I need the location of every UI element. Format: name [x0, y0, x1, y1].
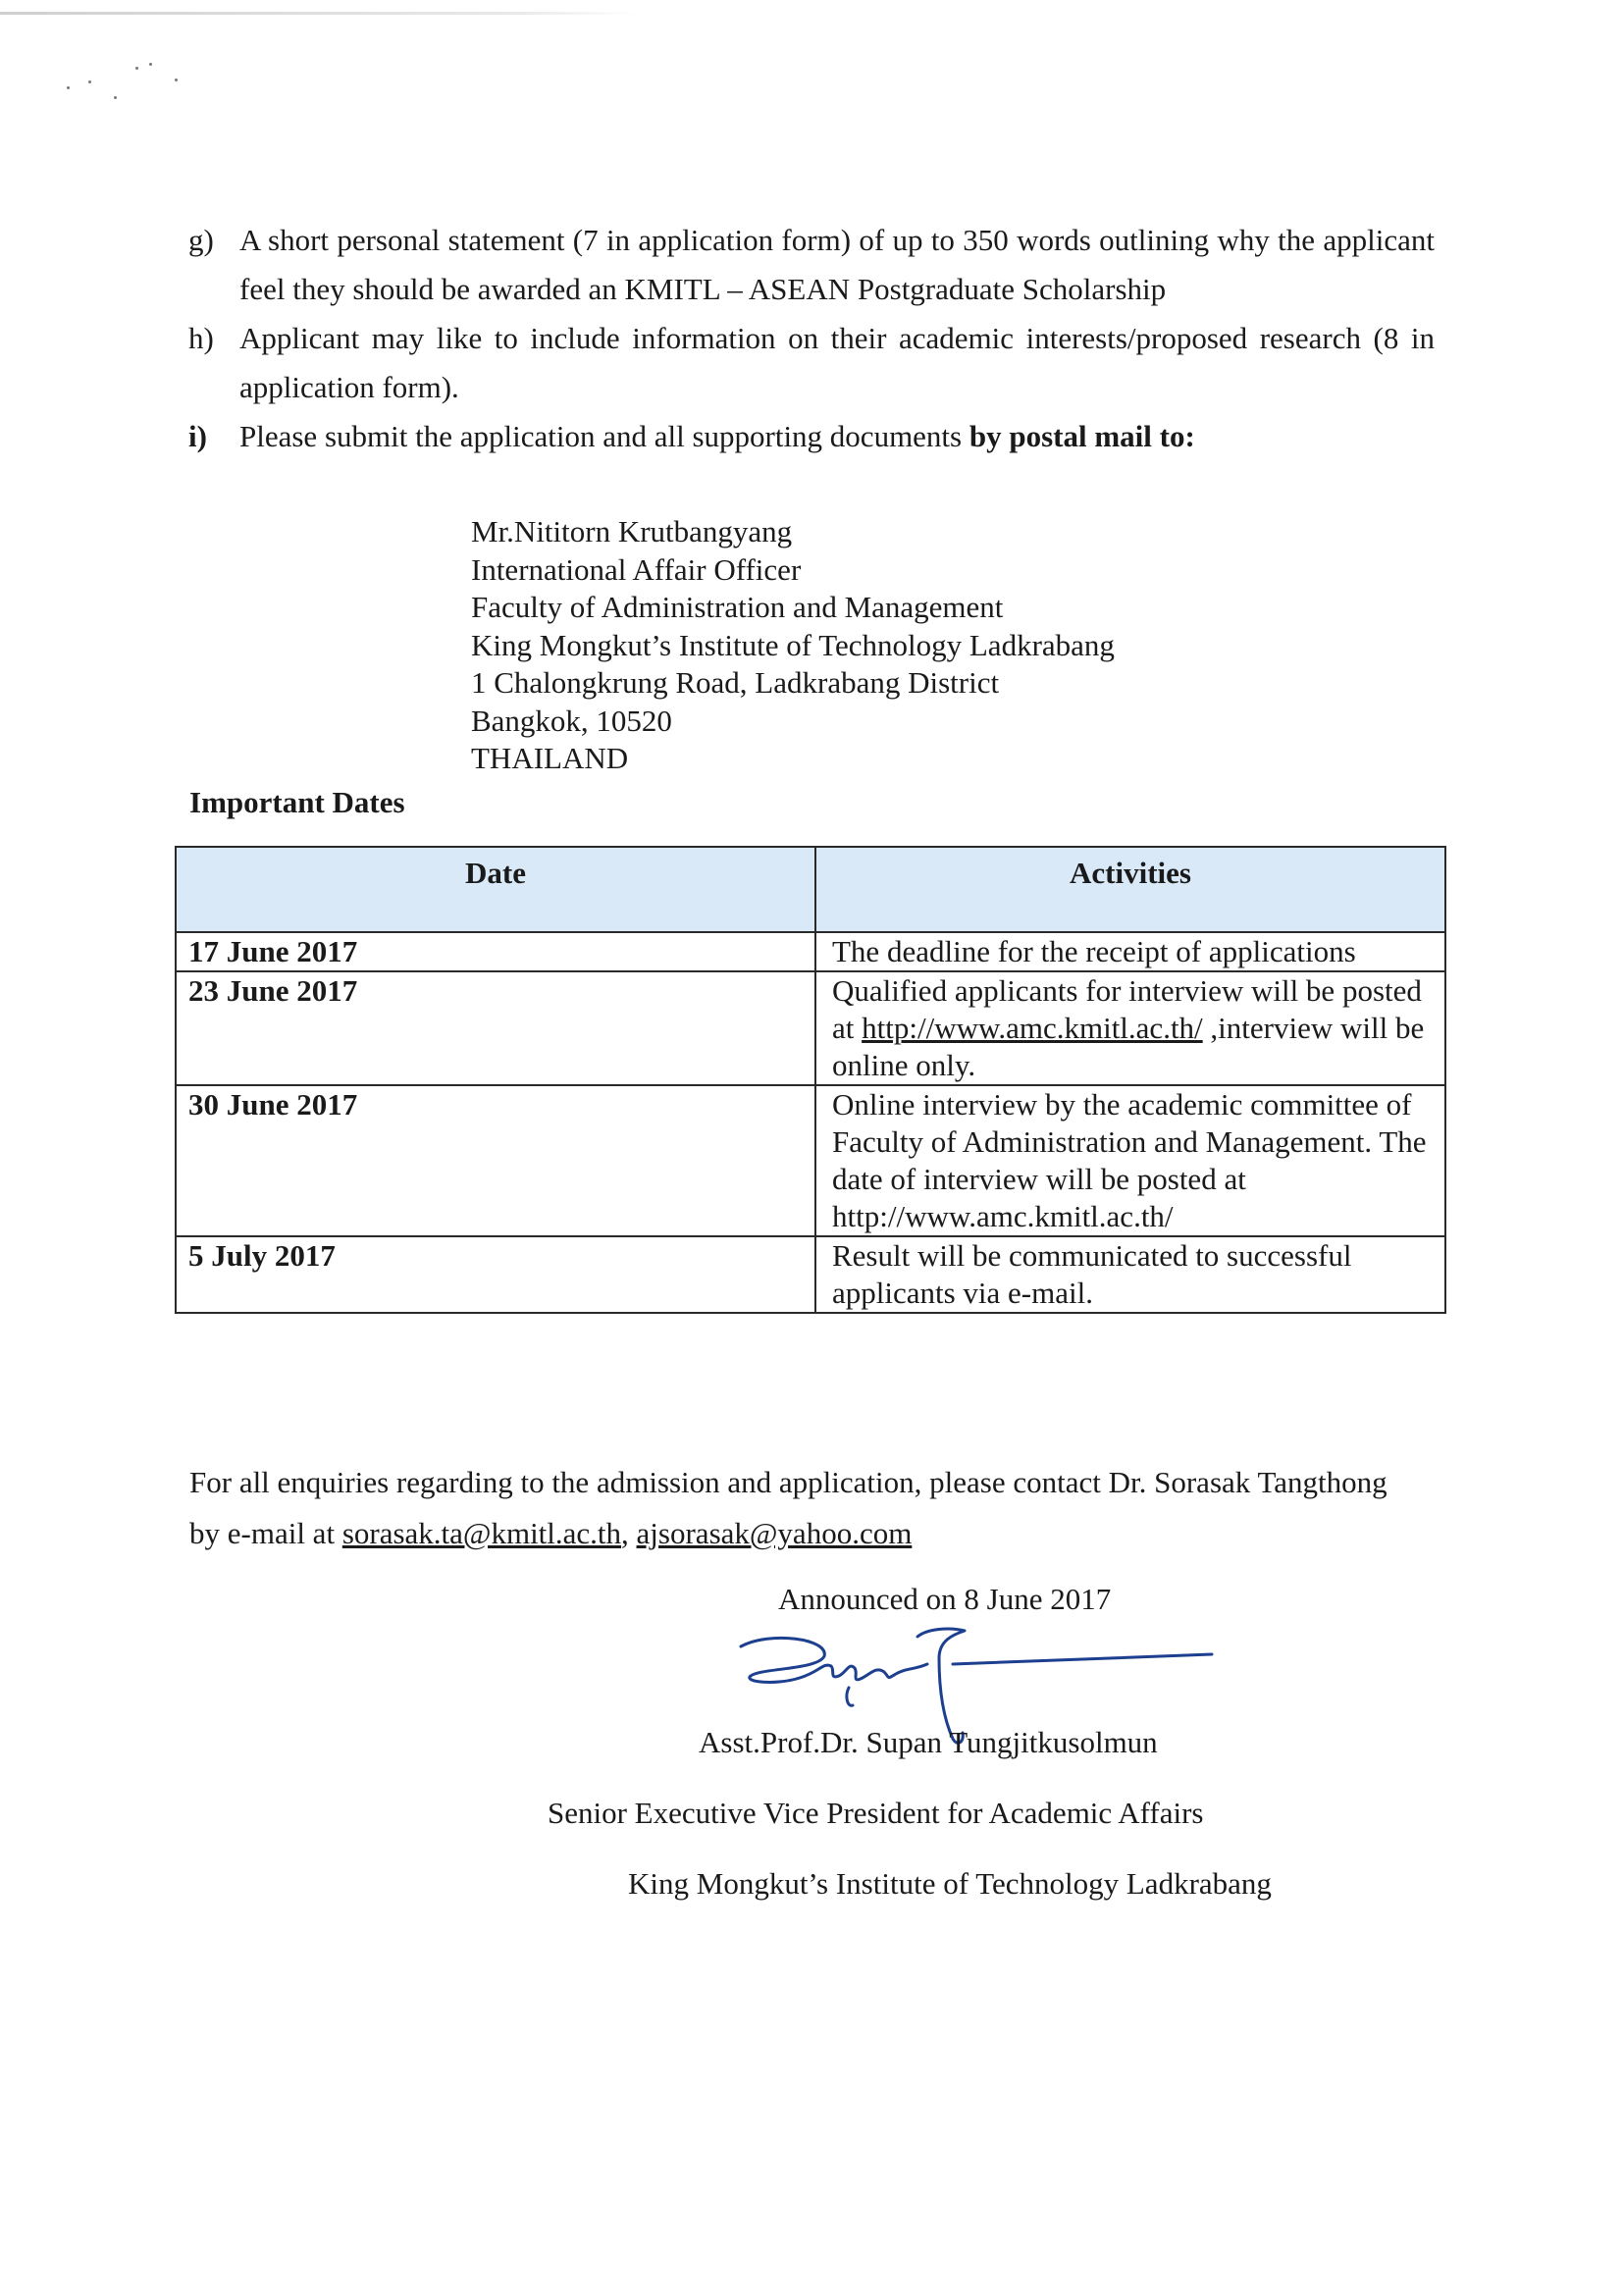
speck	[149, 63, 152, 66]
submit-instruction: Please submit the application and all supporting documents	[239, 419, 969, 453]
speck	[135, 67, 138, 70]
requirements-list	[188, 216, 1435, 461]
enquiry-text: For all enquiries regarding to the admission and application, please contact Dr. Sorasak Tangthong by e-mail at	[189, 1465, 1387, 1550]
address-line: Faculty of Administration and Management	[471, 590, 1004, 624]
address-line: International Affair Officer	[471, 551, 802, 587]
speck	[175, 78, 178, 81]
activity-text: Qualified applicants for interview will be posted at	[832, 973, 1422, 1045]
address-line: King Mongkut’s Institute of Technology Ladkrabang	[471, 627, 1115, 662]
address-line: THAILAND	[471, 741, 629, 775]
scan-specks	[59, 59, 196, 108]
speck	[88, 80, 91, 83]
scan-artifact-line	[0, 12, 638, 15]
email-link-primary[interactable]: sorasak.ta@kmitl.ac.th	[341, 1516, 622, 1550]
important-dates-table	[175, 846, 1446, 1314]
table-row	[176, 932, 1445, 971]
table-row	[176, 1236, 1445, 1313]
date-cell: 17 June 2017	[176, 932, 815, 971]
signer-name: Asst.Prof.Dr. Supan Tungjitkusolmun	[699, 1725, 1158, 1759]
activity-cell: The deadline for the receipt of applications	[815, 932, 1445, 971]
address-line: Mr.Nititorn Krutbangyang	[471, 514, 793, 548]
list-marker: i)	[188, 419, 207, 453]
address-line: 1 Chalongkrung Road, Ladkrabang District	[471, 665, 1000, 700]
signer-institution: King Mongkut’s Institute of Technology Ladkrabang	[628, 1866, 1272, 1901]
table-header-row	[176, 847, 1445, 932]
activity-cell: Online interview by the academic committee of Faculty of Administration and Management. The date of interview will be posted at http://www.amc.kmitl.ac.th/	[815, 1085, 1445, 1236]
speck	[67, 86, 70, 89]
date-cell: 23 June 2017	[176, 971, 815, 1085]
email-link-secondary[interactable]: ajsorasak@yahoo.com	[636, 1516, 913, 1550]
announcement-date: Announced on 8 June 2017	[778, 1582, 1112, 1616]
date-cell: 5 July 2017	[176, 1236, 815, 1313]
list-item-text: Applicant may like to include information on their academic interests/proposed research (8 in application form).	[239, 321, 1435, 404]
list-item-i	[188, 412, 1435, 461]
list-marker: h)	[188, 321, 214, 355]
signer-title: Senior Executive Vice President for Academic Affairs	[548, 1796, 1204, 1830]
speck	[114, 96, 117, 99]
list-item-g	[188, 216, 1435, 314]
activity-text: ,interview will be online only.	[832, 1011, 1425, 1082]
header-date: Date	[176, 847, 815, 932]
email-separator: ,	[621, 1516, 637, 1550]
header-activities: Activities	[815, 847, 1445, 932]
enquiry-paragraph	[189, 1457, 1396, 1559]
website-link[interactable]: http://www.amc.kmitl.ac.th/	[862, 1011, 1203, 1045]
list-item-text	[239, 412, 1435, 461]
table-row	[176, 1085, 1445, 1236]
date-cell: 30 June 2017	[176, 1085, 815, 1236]
submit-method: by postal mail to:	[969, 419, 1195, 453]
activity-cell: Result will be communicated to successful applicants via e-mail.	[815, 1236, 1445, 1313]
list-item-h	[188, 314, 1435, 412]
address-line: Bangkok, 10520	[471, 703, 672, 738]
postal-address	[471, 513, 1115, 778]
list-marker: g)	[188, 223, 214, 257]
important-dates-heading: Important Dates	[189, 785, 405, 819]
activity-cell	[815, 971, 1445, 1085]
table-row	[176, 971, 1445, 1085]
list-item-text: A short personal statement (7 in application form) of up to 350 words outlining why the applicant feel they should be awarded an KMITL – ASEAN Postgraduate Scholarship	[239, 223, 1435, 306]
